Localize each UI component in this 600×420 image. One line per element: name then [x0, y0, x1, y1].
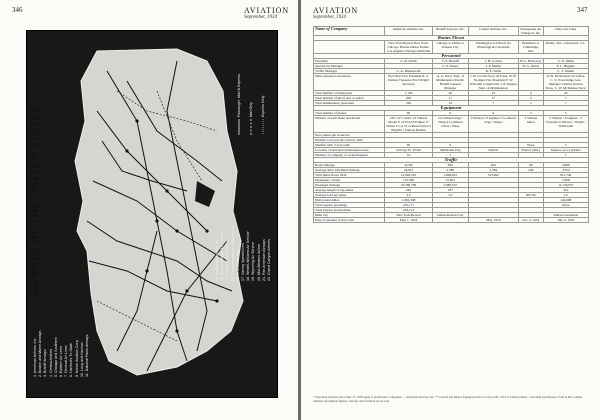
table-row [314, 116, 589, 133]
table-cell: Earl Wert Vice President R. S. Damon Treasurer Fred Wright Secretary [385, 74, 433, 91]
table-cell: 7 [543, 96, 588, 101]
table-cell: C. A. Rheinstrom [385, 69, 433, 74]
table-cell: 142,998 [543, 198, 588, 203]
left-page-subheader: September, 1934 [244, 15, 278, 20]
table-cell: 2,584 [468, 168, 518, 173]
table-cell: F. L. Biggins [543, 64, 588, 69]
table-cell: Detroit [468, 148, 518, 153]
legend-entry: 9. Kohler Aviation Corp. [74, 339, 79, 377]
row-label: Passengers carried [314, 178, 385, 183]
table-cell: 187 [433, 188, 469, 193]
table-cell: 436 [519, 168, 543, 173]
table-cell: 2,580 [433, 168, 469, 173]
row-label: Passenger mileage [314, 183, 385, 188]
table-cell: 220 [385, 101, 433, 106]
table-cell: 1,899,812 [433, 173, 469, 178]
table-cell: H. G. Oliver [519, 64, 543, 69]
table-row [314, 41, 589, 54]
table-cell: None [543, 203, 588, 208]
table-cell: 2.5 [385, 193, 433, 198]
left-page-number: 346 [12, 6, 23, 14]
table-cell: 28 C-W Condor 13 Stinson Model U 10 Ford 8 Fokker 17 Vultee V-1A 5 Lockheed Orion 3 Pilgrim 1 Stinson Reliant [386, 116, 431, 132]
table-cell: 224,174 [385, 208, 433, 213]
table-cell: July 4, 1934 [543, 218, 588, 223]
right-page-number: 347 [577, 6, 588, 14]
legend-entry: 21. Pan American Airways [261, 239, 266, 281]
right-page [301, 0, 600, 420]
table-cell: 2 Stinson Junior [519, 116, 543, 133]
map-key-entry: Express Only [261, 95, 265, 117]
table-cell: W. R. Richardson Vice-Pres. C. V. Wooldridge Gen. Manager Charles Dolson Treas. C. W. McKinnon Secy. [543, 74, 588, 91]
column-header: Chesapeake Air Transport, Inc. [520, 27, 542, 35]
table-cell: 12,963,181 [385, 173, 433, 178]
map-title: AIRWAYS OF THE UNITED STATES [30, 105, 41, 300]
table-cell: 811,746 [543, 173, 588, 178]
table-cell: 1.2 [543, 193, 588, 198]
section-title: Personnel [314, 54, 589, 59]
table-cell: 219,177 [385, 203, 433, 208]
section-title: Routes Flown [314, 36, 589, 41]
table-cell: R. E. Wells [468, 69, 518, 74]
table-cell: 2 [519, 111, 543, 116]
row-label: Number of each make and model [314, 116, 385, 133]
table-cell: 1 [543, 153, 588, 158]
table-cell: Dallas, Tex., Charleston, S.C. [543, 41, 588, 54]
table-cell: 17 [433, 96, 469, 101]
table-cell: 18 [433, 101, 469, 106]
right-page-subheader: September, 1934 [313, 15, 347, 20]
table-cell: J. H. Cowles [468, 59, 518, 64]
map-legend-left [33, 331, 90, 377]
section-title: Traffic [314, 158, 589, 163]
airways-map [26, 30, 278, 398]
row-label: Average daily scheduled mileage [314, 168, 385, 173]
table-cell: 26,931 [385, 168, 433, 173]
legend-entry: 13. Pacific Seaboard Air Lines [220, 233, 225, 281]
table-cell: Dallas-Kansas City [433, 213, 469, 218]
table-cell: C. E. Smith [543, 59, 588, 64]
table-cell: 464 [468, 163, 518, 168]
column-header: Name of Company [314, 27, 385, 36]
table-cell: 11,749,057 [543, 183, 588, 188]
table-cell: 9 [468, 111, 518, 116]
legend-entry: 1. American Airlines, Inc. [33, 337, 37, 377]
column-header: Central Airlines, Inc. [468, 27, 518, 36]
legend-entry: 3. Braniff Airways [43, 349, 48, 377]
table-cell: New York-Boston [385, 213, 433, 218]
row-label: Route mileage [314, 163, 385, 168]
legend-entry: 16. United Air Lines [235, 249, 240, 281]
table-cell: 2,984,537 [433, 183, 469, 188]
map-key-entry: Mail Only [249, 102, 253, 117]
table-cell [433, 218, 469, 223]
table-cell: Chicago to Dallas to Kansas City [433, 41, 469, 54]
left-page-header: AVIATION [244, 6, 290, 15]
table-cell: 2,554 [543, 168, 588, 173]
column-header: Delta Air Lines [543, 27, 588, 36]
legend-entry: 7. General Air Lines [64, 345, 69, 377]
table-cell: 85 [385, 143, 433, 148]
table-cell: 283 [385, 188, 433, 193]
row-label: Number to be put into service 1935 [314, 138, 385, 143]
table-cell: 6,236 [385, 163, 433, 168]
table-cell: 43 [468, 91, 518, 96]
table-cell: 16 [385, 153, 433, 158]
legend-entry: 10. Long and Harman [79, 342, 84, 377]
table-cell: C. T. Walker [543, 69, 588, 74]
legend-entry: 5. Chicago and Southern [53, 337, 58, 377]
row-label: Total express pound-miles [314, 208, 385, 213]
table-cell: J. P. Martin [468, 64, 518, 69]
table-cell: 2,896 [543, 163, 588, 168]
row-label: Date of opening of this route [314, 218, 385, 223]
table-cell: 1 [433, 153, 469, 158]
legend-entry: 4. Central Airlines [48, 348, 53, 377]
table-cell: Dallas-Charleston [543, 213, 588, 218]
map-key [237, 71, 271, 115]
row-label: Location of principal maintenance base [314, 148, 385, 153]
row-label: Traffic Manager [314, 69, 385, 74]
table-cell: Baltimore to Cambridge, Md. [519, 41, 543, 54]
column-header: American Airlines, Inc. [385, 27, 433, 36]
table-cell: 9 Stinson / 6 engines 2 Lockheed Vega / Wasps [468, 116, 518, 133]
legend-entry: 12. Northwest Airlines, Inc. [215, 238, 219, 281]
table-cell: 1,962,368 [385, 198, 433, 203]
table-cell: 513,092 [468, 173, 518, 178]
table-cell: 85 [385, 111, 433, 116]
row-label: Total express poundage [314, 203, 385, 208]
table-cell: Oklahoma City [433, 148, 469, 153]
table-body [314, 36, 589, 223]
left-page [0, 0, 298, 420]
legend-entry: 22. Grand Canyon Airlines [267, 239, 272, 281]
table-cell: Oct. 4, 1934 [519, 218, 543, 223]
row-label: New planes put in service [314, 133, 385, 138]
row-label [314, 41, 385, 54]
table-cell: 3.2 [433, 193, 469, 198]
table-cell [519, 74, 543, 91]
table-cell: 310 [543, 188, 588, 193]
legend-entry: 17. Varney Speed Lines [241, 242, 246, 281]
table-cell: 15,961 [433, 178, 469, 183]
us-landmass [75, 49, 243, 375]
table-cell: 1,898 [543, 178, 588, 183]
table-cell: 125,599 [385, 178, 433, 183]
table-cell: J. H. Cowles Secy. & Treas. W. B. Norman Vice President F. W. Witcomb Comptroller J. P. Wagner Supt. of Maintenance [469, 74, 518, 90]
table-cell: T. E. Braniff [433, 59, 469, 64]
row-label: Other principal executives [314, 74, 385, 91]
table-cell: 68 [519, 163, 543, 168]
map-legend-right [215, 226, 272, 281]
table-cell: 5 Stinson / 6 engines / 3 Travelair 9 Stinson / Wright / Whirlwind [543, 116, 588, 133]
column-header: Braniff Airways, Inc. [433, 27, 469, 36]
table-cell: 9 [433, 143, 469, 148]
legend-entry: 6. Eastern Air Lines [59, 345, 64, 377]
map-key-entry: Passenger, Mail & Express [237, 74, 241, 117]
table-cell: H. L. Holloway [520, 59, 542, 63]
table-cell: 200 [385, 96, 433, 101]
airline-statistics-table [313, 26, 589, 223]
table-cell: New York-Boston New York-Chicago Boston-Dallas Dallas-Los Angeles Chicago-Nashville [385, 41, 433, 54]
legend-entry: 15. Transcontinental & Western Air [230, 225, 235, 281]
legend-entry: 20. Mid-Western Airline [256, 243, 261, 281]
row-label: Total miles flown 1934 [314, 173, 385, 178]
table-cell: A. G. Perry Supt. of Maintenance Paul R. Braniff General Manager [433, 74, 469, 91]
table-cell: Easton, (Md.) [519, 148, 543, 153]
table-cell: Monroe, (La.) Atlanta [543, 148, 588, 153]
table-cell: None [519, 143, 543, 148]
table-row [314, 74, 589, 91]
table-cell: 2 [519, 96, 543, 101]
table-cell: 4 [519, 91, 543, 96]
row-label: Average length of trip-miles [314, 188, 385, 193]
table-footnote: * Operating statistics since May 15, 1934 apply to predecessor companies — American Airways, Inc. ** Central and Inland. Equipped with two-way radio; 10% of Central planes. † Air Mail and Express. Total in this column estimate. Incomplete figures, Chicago and Southern not in total. [313, 395, 582, 403]
row-label: Total maintenance personnel [314, 101, 385, 106]
table-cell: 5 [543, 143, 588, 148]
table-cell: C. E. Beard [433, 64, 469, 69]
table-cell: 43 [543, 91, 588, 96]
table-cell: 1 [519, 101, 543, 106]
row-label: Total number of employees [314, 91, 385, 96]
table-cell: 17 [468, 96, 518, 101]
table-cell: 40 [433, 91, 469, 96]
legend-entry: 8. Hanford's Tri-State [69, 343, 74, 377]
row-label: Total number of pilots and co-pilots [314, 96, 385, 101]
table-cell: 7 [468, 101, 518, 106]
row-label: Main city [314, 213, 385, 218]
table-cell: 9 [433, 111, 469, 116]
table-cell: 902 [433, 163, 469, 168]
legend-entry: 19. Wyoming Air Service [251, 241, 256, 281]
legend-entry: 14. Pennsylvania Airlines [225, 241, 230, 281]
right-page-header: AVIATION [313, 6, 359, 15]
row-label: Mail pound-miles [314, 198, 385, 203]
row-label: Number of company or owned hangars [314, 153, 385, 158]
row-label: Average load per plane [314, 193, 385, 198]
legend-entry: 2. Boston and Maine Airways [38, 330, 43, 377]
row-label: President [314, 59, 385, 64]
table-cell: Washington to Detroit via Pittsburgh & Cleveland [468, 41, 518, 54]
table-cell: 35,589,796 [385, 183, 433, 188]
table-cell: 1,129 [385, 91, 433, 96]
table-cell: May 1, 1934 [385, 218, 433, 223]
row-label: Total number of planes [314, 111, 385, 116]
table-cell: Chicago Ft. Worth [385, 148, 433, 153]
table-cell: 7 [543, 101, 588, 106]
table-cell: 500 lbs [519, 193, 543, 198]
table-cell: 5 [543, 111, 588, 116]
table-cell: C. R. Smith [385, 59, 433, 64]
table-cell: May, 1934 [468, 218, 518, 223]
section-title: Equipment [314, 106, 589, 111]
legend-entry: 11. National Parks Airways [85, 334, 90, 377]
table-cell: 5 Lockheed Vega / Wasp 4 Lockheed Orion / Wasp [433, 116, 469, 133]
table-row [314, 218, 589, 223]
row-label: Operations Manager [314, 64, 385, 69]
row-label: Number with 2-way radio [314, 143, 385, 148]
legend-entry: 18. Wedell-Williams Air Service [246, 231, 251, 281]
